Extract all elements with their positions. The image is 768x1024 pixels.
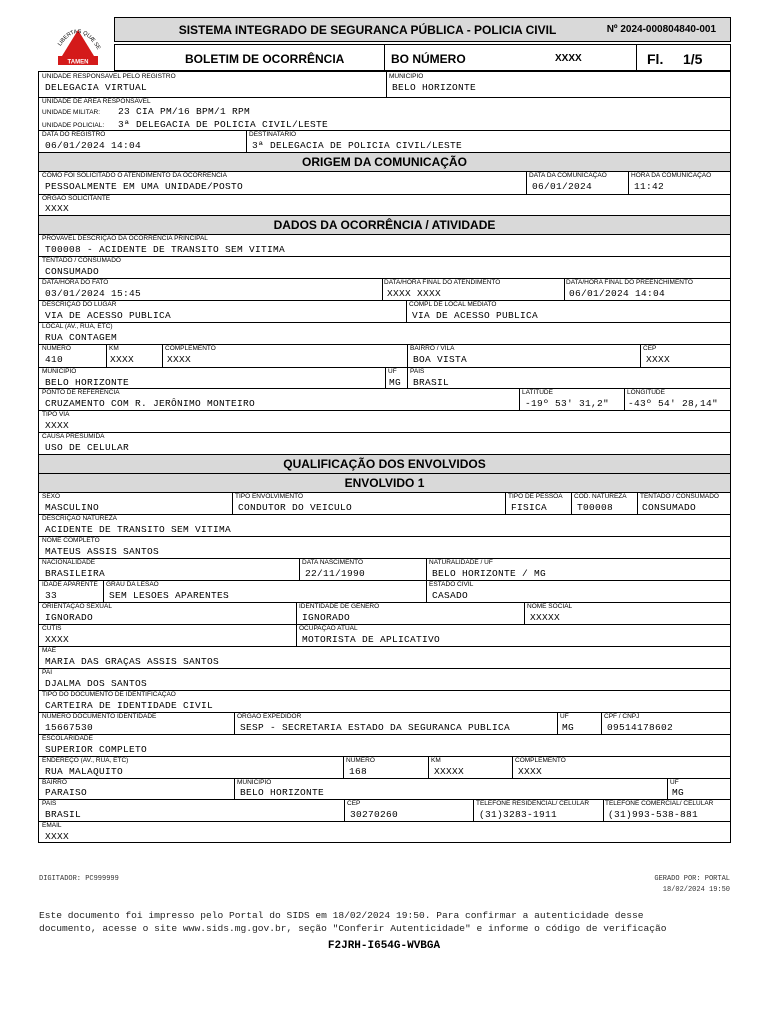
occurrence-form: UNIDADE RESPONSAVEL PELO REGISTRO DELEGACIA VIRTUAL MUNICIPIO BELO HORIZONTE UNIDADE DE AREA RESPONSAVEL UNIDADE MILITAR: 23 CIA PM/16 BPM/1 RPM UNIDADE POLICIAL: 3ª DELEGACIA DE POLICIA CIVIL/LESTE DATA DO REGISTRO 06/01/2024 14:04 DESTINATARIO 3ª DELEGACIA DE POLICIA CIVIL/LESTE ORIGEM DA COMUNICAÇÃO COMO FOI SOLICITADO O ATENDIMENTO DA OCORRENCIA PESSOALMENTE EM UMA UNIDADE/POSTO DATA DA COMUNICAÇÃO 06/01/2024 HORA DA COMUNICAÇÃO 11:42 ORGAO SOLICITANTE XXXX DADOS DA OCORRÊNCIA / ATIVIDADE PROVAVEL DESCRIÇÃO DA OCORRÊNCIA PRINCIPAL T00008 - ACIDENTE DE TRANSITO SEM VITIMA TENTADO / CONSUMADO CONSUMADO DATA/HORA DO FATO 03/01/2024 15:45 DATA/HORA FINAL DO ATENDIMENTO XXXX XXXX DATA/HORA FINAL DO PREENCHIMENTO 06/01/2024 14:04 DESCRIÇÃO DO LUGAR VIA DE ACESSO PUBLICA COMPL DE LOCAL MEDIATO VIA DE ACESSO PUBLICA LOCAL (AV., RUA, ETC) RUA CONTAGEM NUMERO 410 KM XXXX COMPLEMENTO XXXX BAIRRO / VILA BOA VISTA CEP XXXX MUNICIPIO BELO HORIZONTE UF MG PAIS BRASIL PONTO DE REFERENCIA CRUZAMENTO COM R. JERÔNIMO MONTEIRO LATITUDE -19º 53' 31,2" LONGITUDE -43º 54' 28,14" TIPO VIA XXXX CAUSA PRESUMIDA USO DE CELULAR QUALIFICAÇÃO DOS ENVOLVIDOS ENVOLVIDO 1 SEXO MASCULINO TIPO ENVOLVIMENTO CONDUTOR DO VEICULO TIPO DE PESSOA FISICA COD. NATUREZA T00008 TENTADO / CONSUMADO CONSUMADO DESCRIÇÃO NATUREZA ACIDENTE DE TRANSITO SEM VITIMA NOME COMPLETO MATEUS ASSIS SANTOS NACIONALIDADE BRASILEIRA DATA NASCIMENTO 22/11/1990 NATURALIDADE / UF BELO HORIZONTE / MG IDADE APARENTE 33 GRAU DA LESÃO SEM LESOES APARENTES ESTADO CIVIL CASADO ORIENTAÇÃO SEXUAL IGNORADO IDENTIDADE DE GÊNERO IGNORADO NOME SOCIAL XXXXX CUTIS XXXX OCUPAÇÃO ATUAL MOTORISTA DE APLICATIVO MÃE MARIA DAS GRAÇAS ASSIS SANTOS PAI DJALMA DOS SANTOS TIPO DO DOCUMENTO DE IDENTIFICAÇÃO CARTEIRA DE IDENTIDADE CIVIL NUMERO DOCUMENTO IDENTIDADE 15667530 ORGAO EXPEDIDOR SESP - SECRETARIA ESTADO DA SEGURANCA PUBLICA UF MG CPF / CNPJ 09514178602 ESCOLARIDADE SUPERIOR COMPLETO ENDEREÇO (AV., RUA, ETC) RUA MALAQUITO NUMERO 168 KM XXXXX COMPLEMENTO XXXX BAIRRO PARAISO MUNICIPIO BELO HORIZONTE UF MG PAIS BRASIL CEP 30270260 TELEFONE RESIDENCIAL/ CELULAR (31)3283-1911 TELEFONE COMERCIAL/ CELULAR (31)993-538-881 EMAIL XXXX [38,71,731,843]
cutis: XXXX [45,634,70,645]
data-comunicacao: 06/01/2024 [532,181,593,192]
hora-comunicacao: 11:42 [634,181,665,192]
state-emblem-logo [50,20,106,66]
local-logradouro: RUA CONTAGEM [45,332,118,343]
bo-value: XXXX [555,53,582,64]
envolvidos-section-title: QUALIFICAÇÃO DOS ENVOLVIDOS [39,455,730,473]
idade-aparente: 33 [45,590,58,601]
telefone-residencial: (31)3283-1911 [479,809,558,820]
bulletin-header [114,44,731,71]
envolvido-subtitle: ENVOLVIDO 1 [39,474,730,492]
email: XXXX [45,831,70,842]
ponto-referencia: CRUZAMENTO COM R. JERÔNIMO MONTEIRO [45,398,256,409]
local-pais: BRASIL [413,377,450,388]
endereco-km: XXXXX [434,766,465,777]
descricao-lugar: VIA DE ACESSO PUBLICA [45,310,172,321]
descricao-ocorrencia: T00008 - ACIDENTE DE TRANSITO SEM VITIMA [45,244,286,255]
nome-completo: MATEUS ASSIS SANTOS [45,546,160,557]
system-title: SISTEMA INTEGRADO DE SEGURANCA PÚBLICA - POLICIA CIVIL [178,23,557,37]
data-nascimento: 22/11/1990 [305,568,366,579]
orientacao-sexual: IGNORADO [45,612,94,623]
sexo: MASCULINO [45,502,100,513]
endereco: RUA MALAQUITO [45,766,124,777]
local-km: XXXX [110,354,135,365]
local-uf: MG [389,377,402,388]
tipo-envolvimento: CONDUTOR DO VEICULO [238,502,353,513]
codigo-verificacao: F2JRH-I654G-WVBGA [327,940,441,952]
cpf-cnpj: 09514178602 [607,722,674,733]
como-solicitado: PESSOALMENTE EM UMA UNIDADE/POSTO [45,181,244,192]
data-final-preenchimento: 06/01/2024 14:04 [569,288,666,299]
orgao-expedidor: SESP - SECRETARIA ESTADO DA SEGURANCA PUBLICA [240,722,511,733]
identidade-genero: IGNORADO [302,612,351,623]
endereco-uf: MG [672,787,685,798]
descricao-natureza: ACIDENTE DE TRANSITO SEM VITIMA [45,524,232,535]
local-bairro: BOA VISTA [413,354,468,365]
local-municipio: BELO HORIZONTE [45,377,130,388]
data-final-atendimento: XXXX XXXX [387,288,442,299]
gerado-data: 18/02/2024 19:50 [662,886,730,894]
nome-mae: MARIA DAS GRAÇAS ASSIS SANTOS [45,656,220,667]
envolvido-tentado: CONSUMADO [642,502,697,513]
tipo-documento: CARTEIRA DE IDENTIDADE CIVIL [45,700,214,711]
sheet-label: Fl. [647,51,664,67]
aviso-autenticidade-1: Este documento foi impresso pelo Portal do SIDS em 18/02/2024 19:50. Para confirmar a autenticidade desse [39,910,644,921]
causa-presumida: USO DE CELULAR [45,442,130,453]
latitude: -19º 53' 31,2" [525,398,610,409]
bo-label: BO NÚMERO [391,52,466,66]
local-numero: 410 [45,354,64,365]
grau-lesao: SEM LESOES APARENTES [109,590,230,601]
complemento-local: VIA DE ACESSO PUBLICA [412,310,539,321]
svg-text:TAMEN: TAMEN [67,59,89,66]
svg-text:LIBERTAS QUÆ SERA: LIBERTAS QUÆ SE [57,28,102,51]
estado-civil: CASADO [432,590,469,601]
aviso-autenticidade-2: documento, acesse o site www.sids.mg.gov.br, seção "Conferir Autenticidade" e informe o código de verificação [39,923,667,934]
nacionalidade: BRASILEIRA [45,568,106,579]
endereco-pais: BRASIL [45,809,82,820]
numero-documento: 15667530 [45,722,94,733]
data-fato: 03/01/2024 15:45 [45,288,142,299]
unidade-policial: 3ª DELEGACIA DE POLICIA CIVIL/LESTE [118,119,329,130]
endereco-municipio: BELO HORIZONTE [240,787,325,798]
telefone-comercial: (31)993-538-881 [608,809,699,820]
tipo-via: XXXX [45,420,70,431]
endereco-complemento: XXXX [518,766,543,777]
uf-documento: MG [562,722,575,733]
naturalidade: BELO HORIZONTE / MG [432,568,547,579]
codigo-natureza: T00008 [577,502,614,513]
triangle-emblem-icon [50,20,106,66]
endereco-bairro: PARAISO [45,787,88,798]
municipio-registro: BELO HORIZONTE [392,82,477,93]
ocorrencia-section-title: DADOS DA OCORRÊNCIA / ATIVIDADE [39,216,730,234]
ocupacao-atual: MOTORISTA DE APLICATIVO [302,634,441,645]
data-registro: 06/01/2024 14:04 [45,140,142,151]
origem-section-title: ORIGEM DA COMUNICAÇÃO [39,153,730,171]
tentado-consumado: CONSUMADO [45,266,100,277]
tipo-pessoa: FISICA [511,502,548,513]
digitador: DIGITADOR: PC999999 [39,875,119,883]
system-header [114,17,731,42]
endereco-cep: 30270260 [350,809,399,820]
orgao-solicitante: XXXX [45,203,70,214]
escolaridade: SUPERIOR COMPLETO [45,744,148,755]
unidade-militar: 23 CIA PM/16 BPM/1 RPM [118,106,251,117]
nome-social: XXXXX [530,612,561,623]
local-cep: XXXX [646,354,671,365]
destinatario: 3ª DELEGACIA DE POLICIA CIVIL/LESTE [252,140,463,151]
sheet-value: 1/5 [683,51,703,67]
bulletin-title: BOLETIM DE OCORRÊNCIA [185,52,345,66]
unidade-responsavel: DELEGACIA VIRTUAL [45,82,148,93]
endereco-numero: 168 [349,766,368,777]
longitude: -43º 54' 28,14" [628,398,719,409]
local-complemento: XXXX [167,354,192,365]
document-number: Nº 2024-000804840-001 [606,24,716,35]
gerado-por: GERADO POR: PORTAL [654,875,730,883]
nome-pai: DJALMA DOS SANTOS [45,678,148,689]
